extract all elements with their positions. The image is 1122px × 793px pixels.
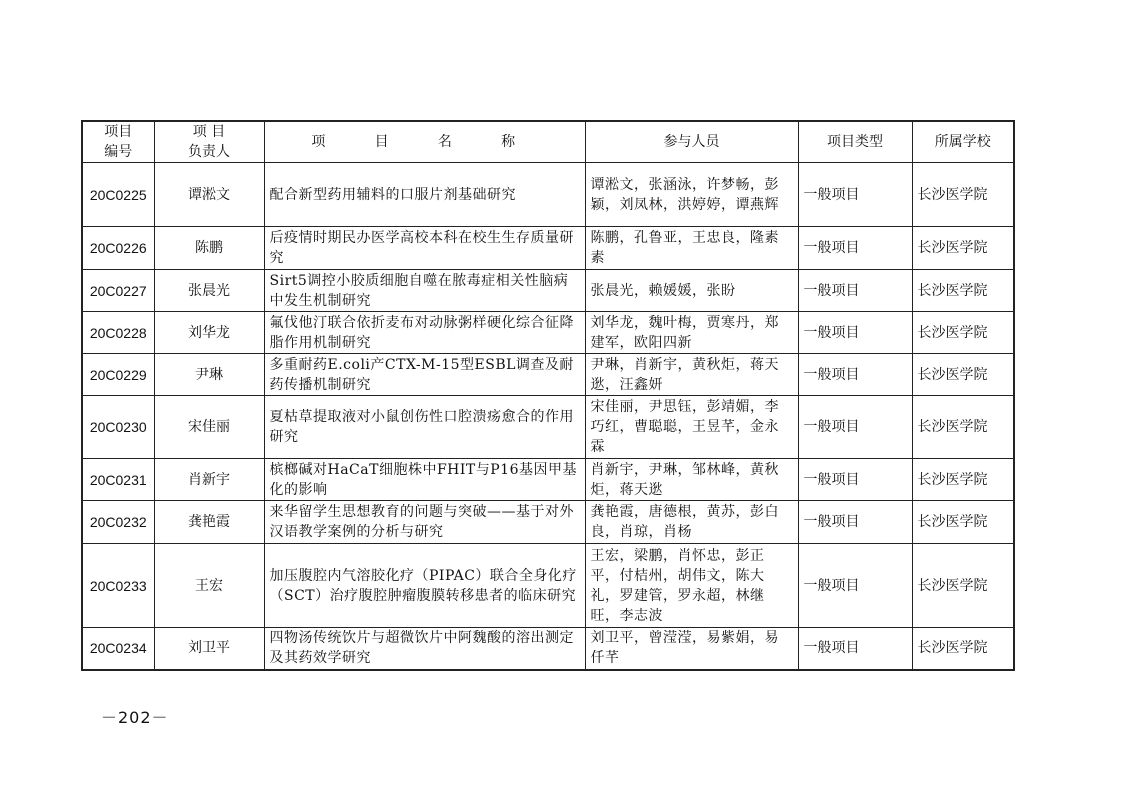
project-name-cell: 来华留学生思想教育的问题与突破——基于对外汉语教学案例的分析与研究: [264, 501, 585, 544]
project-name-cell: 配合新型药用辅料的口服片剂基础研究: [264, 163, 585, 227]
table-row: [82, 227, 1014, 270]
project-type-cell: 一般项目: [798, 163, 912, 227]
header-school: 所属学校: [912, 121, 1014, 163]
project-name-cell: 夏枯草提取液对小鼠创伤性口腔溃疡愈合的作用研究: [264, 396, 585, 459]
project-name-cell: 后疫情时期民办医学高校本科在校生生存质量研究: [264, 227, 585, 270]
project-name-cell: 氟伐他汀联合依折麦布对动脉粥样硬化综合征降脂作用机制研究: [264, 312, 585, 354]
project-name-cell: 四物汤传统饮片与超微饮片中阿魏酸的溶出测定及其药效学研究: [264, 628, 585, 670]
table-row: [82, 459, 1014, 501]
project-code-cell: 20C0226: [82, 227, 154, 270]
project-name-cell: Sirt5调控小胶质细胞自噬在脓毒症相关性脑病中发生机制研究: [264, 270, 585, 312]
header-leader-line2: 负责人: [188, 144, 230, 160]
project-members-cell: 肖新宇，尹琳，邹林峰，黄秋炬，蒋天逖: [585, 459, 798, 501]
project-school-cell: 长沙医学院: [912, 396, 1014, 459]
project-type-cell: 一般项目: [798, 459, 912, 501]
project-type-cell: 一般项目: [798, 501, 912, 544]
project-school-cell: 长沙医学院: [912, 544, 1014, 628]
project-school-cell: 长沙医学院: [912, 270, 1014, 312]
project-type-cell: 一般项目: [798, 396, 912, 459]
project-code-cell: 20C0231: [82, 459, 154, 501]
project-school-cell: 长沙医学院: [912, 354, 1014, 396]
project-code-cell: 20C0234: [82, 628, 154, 670]
project-type-cell: 一般项目: [798, 227, 912, 270]
project-school-cell: 长沙医学院: [912, 312, 1014, 354]
header-project-code: [82, 121, 154, 163]
header-code-line2: 编号: [104, 144, 133, 160]
table-row: [82, 396, 1014, 459]
project-leader-cell: 陈鹏: [154, 227, 264, 270]
project-school-cell: 长沙医学院: [912, 227, 1014, 270]
project-leader-cell: 宋佳丽: [154, 396, 264, 459]
project-type-cell: 一般项目: [798, 544, 912, 628]
project-name-cell: 加压腹腔内气溶胶化疗（PIPAC）联合全身化疗（SCT）治疗腹腔肿瘤腹膜转移患者的临床研究: [264, 544, 585, 628]
header-project-leader: [154, 121, 264, 163]
project-leader-cell: 王宏: [154, 544, 264, 628]
project-members-cell: 尹琳，肖新宇，黄秋炬，蒋天逖，汪鑫妍: [585, 354, 798, 396]
project-members-cell: 陈鹏，孔鲁亚，王忠良，隆素素: [585, 227, 798, 270]
project-code-cell: 20C0233: [82, 544, 154, 628]
project-school-cell: 长沙医学院: [912, 163, 1014, 227]
table-header-row: [82, 121, 1014, 163]
project-leader-cell: 尹琳: [154, 354, 264, 396]
page-number: －202－: [101, 708, 169, 727]
project-code-cell: 20C0232: [82, 501, 154, 544]
project-members-cell: 谭淞文，张涵泳，许梦畅，彭颖，刘凤林，洪婷婷，谭燕辉: [585, 163, 798, 227]
header-code-line1: 项目: [104, 124, 133, 140]
project-leader-cell: 龚艳霞: [154, 501, 264, 544]
project-members-cell: 刘华龙，魏叶梅，贾寒丹，郑建军，欧阳四新: [585, 312, 798, 354]
project-type-cell: 一般项目: [798, 628, 912, 670]
project-leader-cell: 刘华龙: [154, 312, 264, 354]
table-row: [82, 354, 1014, 396]
project-leader-cell: 谭淞文: [154, 163, 264, 227]
table-row: [82, 270, 1014, 312]
project-type-cell: 一般项目: [798, 270, 912, 312]
project-table-sheet: [81, 120, 1013, 671]
table-row: [82, 628, 1014, 670]
table-row: [82, 163, 1014, 227]
table-row: [82, 312, 1014, 354]
project-type-cell: 一般项目: [798, 354, 912, 396]
header-project-name: 项 目 名 称: [264, 121, 585, 163]
project-school-cell: 长沙医学院: [912, 628, 1014, 670]
project-code-cell: 20C0227: [82, 270, 154, 312]
project-leader-cell: 肖新宇: [154, 459, 264, 501]
project-members-cell: 刘卫平，曾滢滢，易紫娟，易仟芊: [585, 628, 798, 670]
table-row: [82, 501, 1014, 544]
header-project-type: 项目类型: [798, 121, 912, 163]
project-members-cell: 王宏，梁鹏，肖怀忠，彭正平，付桔州，胡伟文，陈大礼，罗建管，罗永超，林继旺，李志波: [585, 544, 798, 628]
project-code-cell: 20C0225: [82, 163, 154, 227]
project-name-cell: 槟榔碱对HaCaT细胞株中FHIT与P16基因甲基化的影响: [264, 459, 585, 501]
project-school-cell: 长沙医学院: [912, 459, 1014, 501]
project-members-cell: 龚艳霞，唐德根，黄苏，彭白良，肖琼，肖杨: [585, 501, 798, 544]
project-code-cell: 20C0228: [82, 312, 154, 354]
project-table: [81, 120, 1015, 671]
project-code-cell: 20C0230: [82, 396, 154, 459]
project-code-cell: 20C0229: [82, 354, 154, 396]
project-school-cell: 长沙医学院: [912, 501, 1014, 544]
project-name-cell: 多重耐药E.coli产CTX-M-15型ESBL调查及耐药传播机制研究: [264, 354, 585, 396]
project-leader-cell: 张晨光: [154, 270, 264, 312]
project-leader-cell: 刘卫平: [154, 628, 264, 670]
header-members: 参与人员: [585, 121, 798, 163]
header-leader-line1: 项 目: [192, 124, 226, 140]
project-members-cell: 宋佳丽，尹思钰，彭靖媚，李巧红，曹聪聪，王昱芊，金永霖: [585, 396, 798, 459]
project-members-cell: 张晨光，赖媛媛，张盼: [585, 270, 798, 312]
table-row: [82, 544, 1014, 628]
project-type-cell: 一般项目: [798, 312, 912, 354]
